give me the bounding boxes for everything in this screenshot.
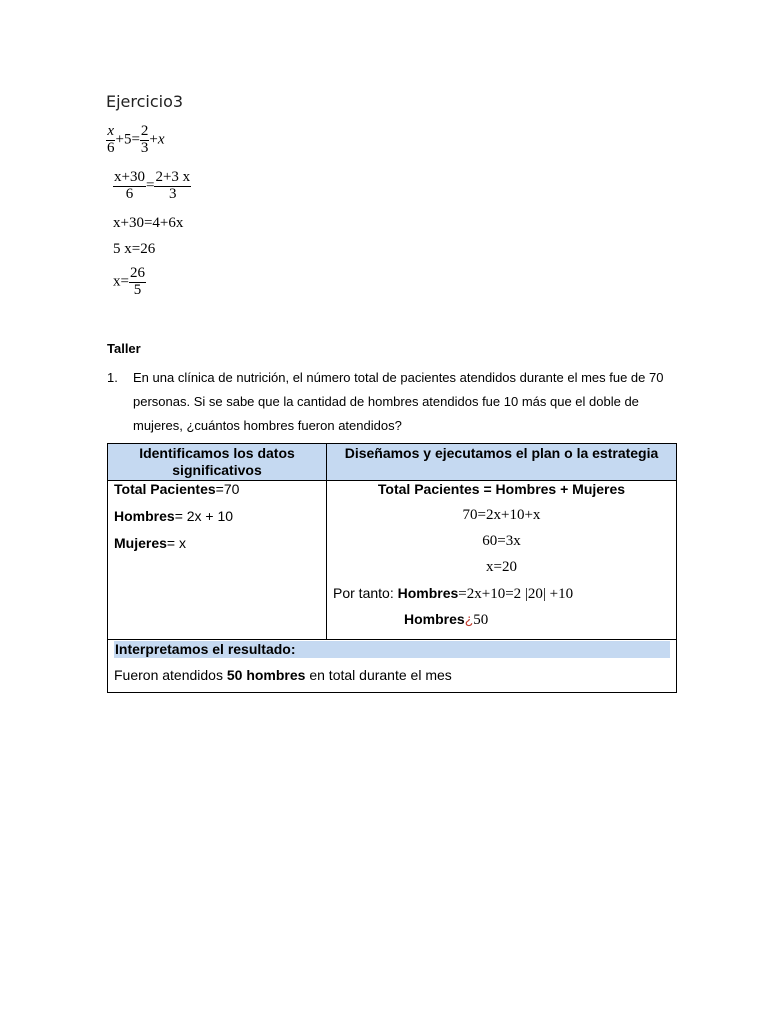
equation-step-2 bbox=[113, 170, 191, 203]
result-mark: ¿ bbox=[464, 611, 474, 627]
conclusion-prefix: Por tanto: bbox=[333, 585, 398, 601]
strategy-conclusion bbox=[333, 585, 670, 611]
result-value: 50 bbox=[473, 612, 489, 628]
fraction-x-over-6 bbox=[106, 124, 116, 157]
table-row-interpretation bbox=[108, 640, 677, 693]
strategy-formula: Total Pacientes = Hombres + Mujeres bbox=[377, 481, 626, 497]
equation-variable: x bbox=[157, 131, 165, 148]
data-total bbox=[114, 481, 320, 508]
data-label: Hombres bbox=[114, 508, 175, 524]
result-label: Hombres bbox=[404, 611, 465, 627]
strategy-equation-1: 70=2x+10+x bbox=[462, 507, 541, 523]
strategy-equation-2: 60=3x bbox=[482, 533, 521, 549]
fraction-denominator: 5 bbox=[133, 281, 142, 298]
interpretation-text bbox=[114, 667, 670, 683]
fraction-denominator: 6 bbox=[125, 185, 134, 202]
data-label: Mujeres bbox=[114, 535, 167, 551]
data-value: = x bbox=[166, 535, 186, 551]
data-hombres bbox=[114, 508, 320, 535]
strategy-result bbox=[333, 611, 670, 637]
equation-step-3: x+30=4+6x bbox=[113, 215, 184, 231]
conclusion-expression: =2x+10=2 |20| +10 bbox=[458, 586, 574, 602]
data-value: =70 bbox=[215, 481, 240, 497]
fraction-26-over-5 bbox=[129, 266, 146, 299]
fraction-2-over-3 bbox=[140, 124, 150, 157]
fraction-denominator: 3 bbox=[140, 139, 149, 156]
fraction-23x-over-3 bbox=[154, 170, 191, 203]
table-row bbox=[108, 481, 677, 640]
solution-table bbox=[107, 443, 677, 693]
problem-statement: En una clínica de nutrición, el número total de pacientes atendidos durante el mes fue de 70 personas. Si se sabe que la cantidad de hombres atendidos fue 10 más que el doble de mujeres, ¿cuántos hombres fueron atendidos? bbox=[133, 370, 664, 433]
data-cell bbox=[108, 481, 327, 640]
strategy-equation-3: x=20 bbox=[486, 559, 517, 575]
equation-step-5 bbox=[113, 266, 146, 299]
data-value: = 2x + 10 bbox=[174, 508, 234, 524]
equation-step-4: 5 x=26 bbox=[113, 241, 156, 257]
equation-operator: + bbox=[149, 131, 158, 148]
equation-step-1 bbox=[106, 124, 165, 157]
header-plan-strategy: Diseñamos y ejecutamos el plan o la estrategia bbox=[327, 444, 677, 481]
fraction-denominator: 6 bbox=[107, 139, 115, 156]
table-header-row bbox=[108, 444, 677, 481]
equation-lhs: x= bbox=[113, 273, 129, 290]
conclusion-label: Hombres bbox=[397, 585, 459, 601]
header-identify-data: Identificamos los datos significativos bbox=[108, 444, 327, 481]
fraction-numerator: 26 bbox=[129, 265, 145, 281]
fraction-x30-over-6 bbox=[113, 170, 146, 203]
equation-operator: = bbox=[145, 177, 155, 194]
data-mujeres bbox=[114, 535, 320, 562]
fraction-numerator: x bbox=[107, 123, 115, 139]
problem-number: 1. bbox=[107, 370, 118, 385]
fraction-numerator: 2 bbox=[140, 123, 149, 139]
exercise-title: Ejercicio3 bbox=[106, 92, 184, 111]
interpretation-label: Interpretamos el resultado: bbox=[114, 641, 670, 658]
section-title: Taller bbox=[107, 341, 141, 356]
interpretation-cell bbox=[108, 640, 677, 693]
fraction-numerator: 2+3 x bbox=[155, 169, 191, 185]
fraction-numerator: x+30 bbox=[114, 169, 145, 185]
interpretation-suffix: en total durante el mes bbox=[305, 667, 452, 683]
equation-operator: +5= bbox=[115, 131, 140, 148]
fraction-denominator: 3 bbox=[169, 185, 177, 202]
interpretation-prefix: Fueron atendidos bbox=[114, 667, 227, 683]
data-label: Total Pacientes bbox=[114, 481, 216, 497]
strategy-cell bbox=[327, 481, 677, 640]
interpretation-highlight: 50 hombres bbox=[226, 667, 306, 683]
